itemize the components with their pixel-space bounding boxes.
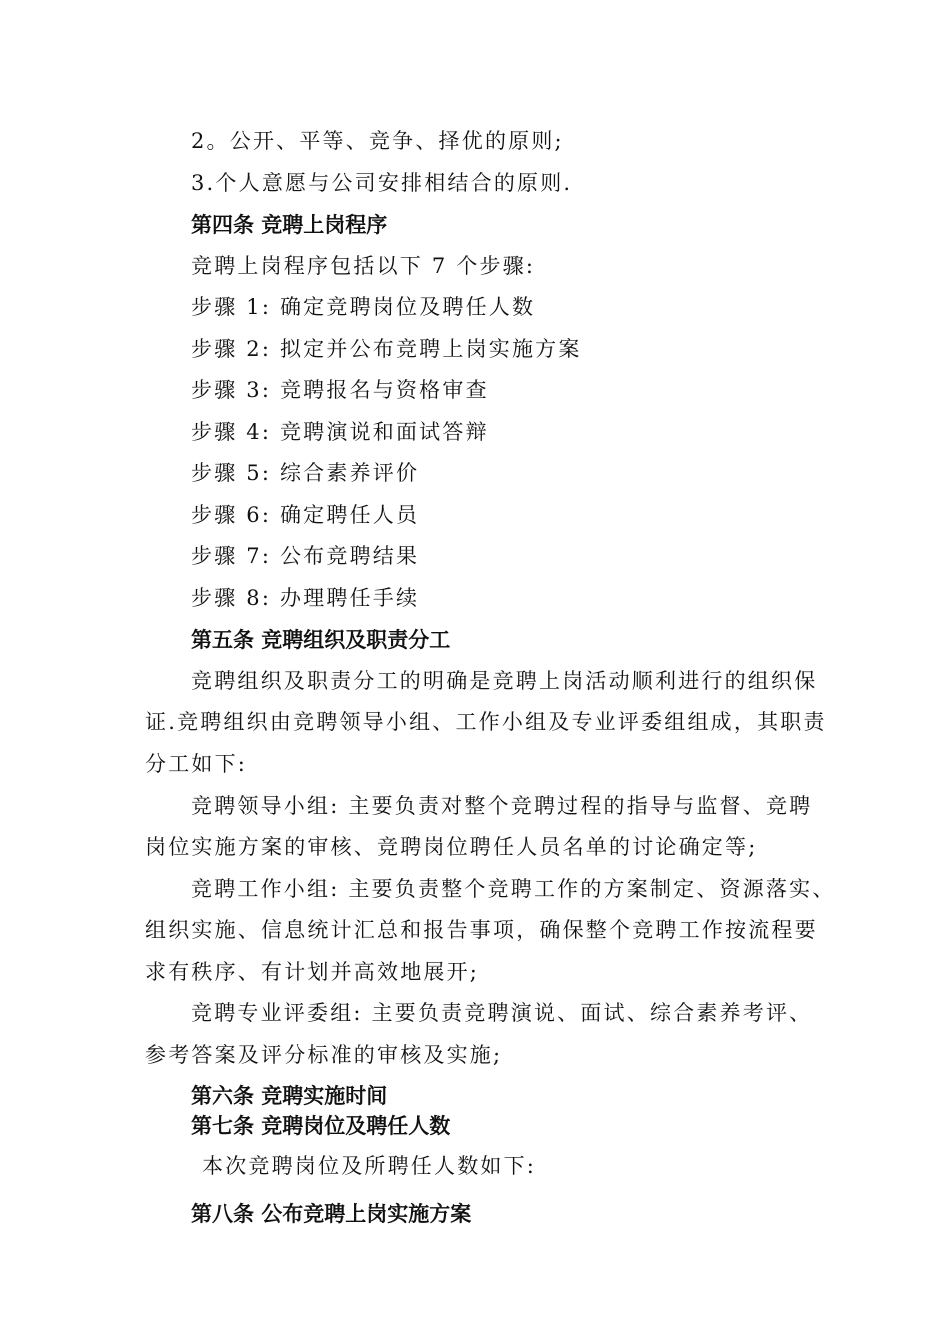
article-8-heading: 第八条 公布竞聘上岗实施方案 [191, 1201, 472, 1226]
article-5-para1-line3: 分工如下: [145, 752, 248, 776]
step-1: 步骤 1: 确定竞聘岗位及聘任人数 [191, 295, 536, 319]
expert-group-line2: 参考答案及评分标准的审核及实施; [145, 1043, 503, 1067]
expert-group-line1: 竞聘专业评委组: 主要负责竞聘演说、面试、综合素养考评、 [191, 1001, 813, 1025]
article-4-intro: 竞聘上岗程序包括以下 7 个步骤: [191, 254, 536, 278]
article-5-para1-line1: 竞聘组织及职责分工的明确是竞聘上岗活动顺利进行的组织保 [191, 669, 818, 693]
principle-3: 3.个人意愿与公司安排相结合的原则. [191, 171, 573, 195]
step-5: 步骤 5: 综合素养评价 [191, 461, 420, 485]
article-5-heading: 第五条 竞聘组织及职责分工 [191, 627, 451, 652]
principle-2: 2。公开、平等、竞争、择优的原则; [191, 129, 564, 153]
step-2: 步骤 2: 拟定并公布竞聘上岗实施方案 [191, 337, 582, 361]
article-6-heading: 第六条 竞聘实施时间 [191, 1083, 388, 1108]
step-8: 步骤 8: 办理聘任手续 [191, 586, 420, 610]
article-5-para1-line2: 证.竞聘组织由竞聘领导小组、工作小组及专业评委组组成，其职责 [145, 710, 827, 734]
article-7-intro: 本次竞聘岗位及所聘任人数如下: [202, 1154, 537, 1178]
step-3: 步骤 3: 竞聘报名与资格审查 [191, 378, 489, 402]
work-group-line2: 组织实施、信息统计汇总和报告事项，确保整个竞聘工作按流程要 [145, 918, 818, 942]
work-group-line1: 竞聘工作小组: 主要负责整个竞聘工作的方案制定、资源落实、 [191, 877, 836, 901]
article-7-heading: 第七条 竞聘岗位及聘任人数 [191, 1113, 451, 1138]
work-group-line3: 求有秩序、有计划并高效地展开; [145, 960, 480, 984]
article-4-heading: 第四条 竞聘上岗程序 [191, 212, 388, 237]
step-6: 步骤 6: 确定聘任人员 [191, 503, 420, 527]
step-7: 步骤 7: 公布竞聘结果 [191, 544, 420, 568]
leader-group-line2: 岗位实施方案的审核、竞聘岗位聘任人员名单的讨论确定等; [145, 835, 758, 859]
leader-group-line1: 竞聘领导小组: 主要负责对整个竞聘过程的指导与监督、竞聘 [191, 794, 813, 818]
step-4: 步骤 4: 竞聘演说和面试答辩 [191, 420, 489, 444]
